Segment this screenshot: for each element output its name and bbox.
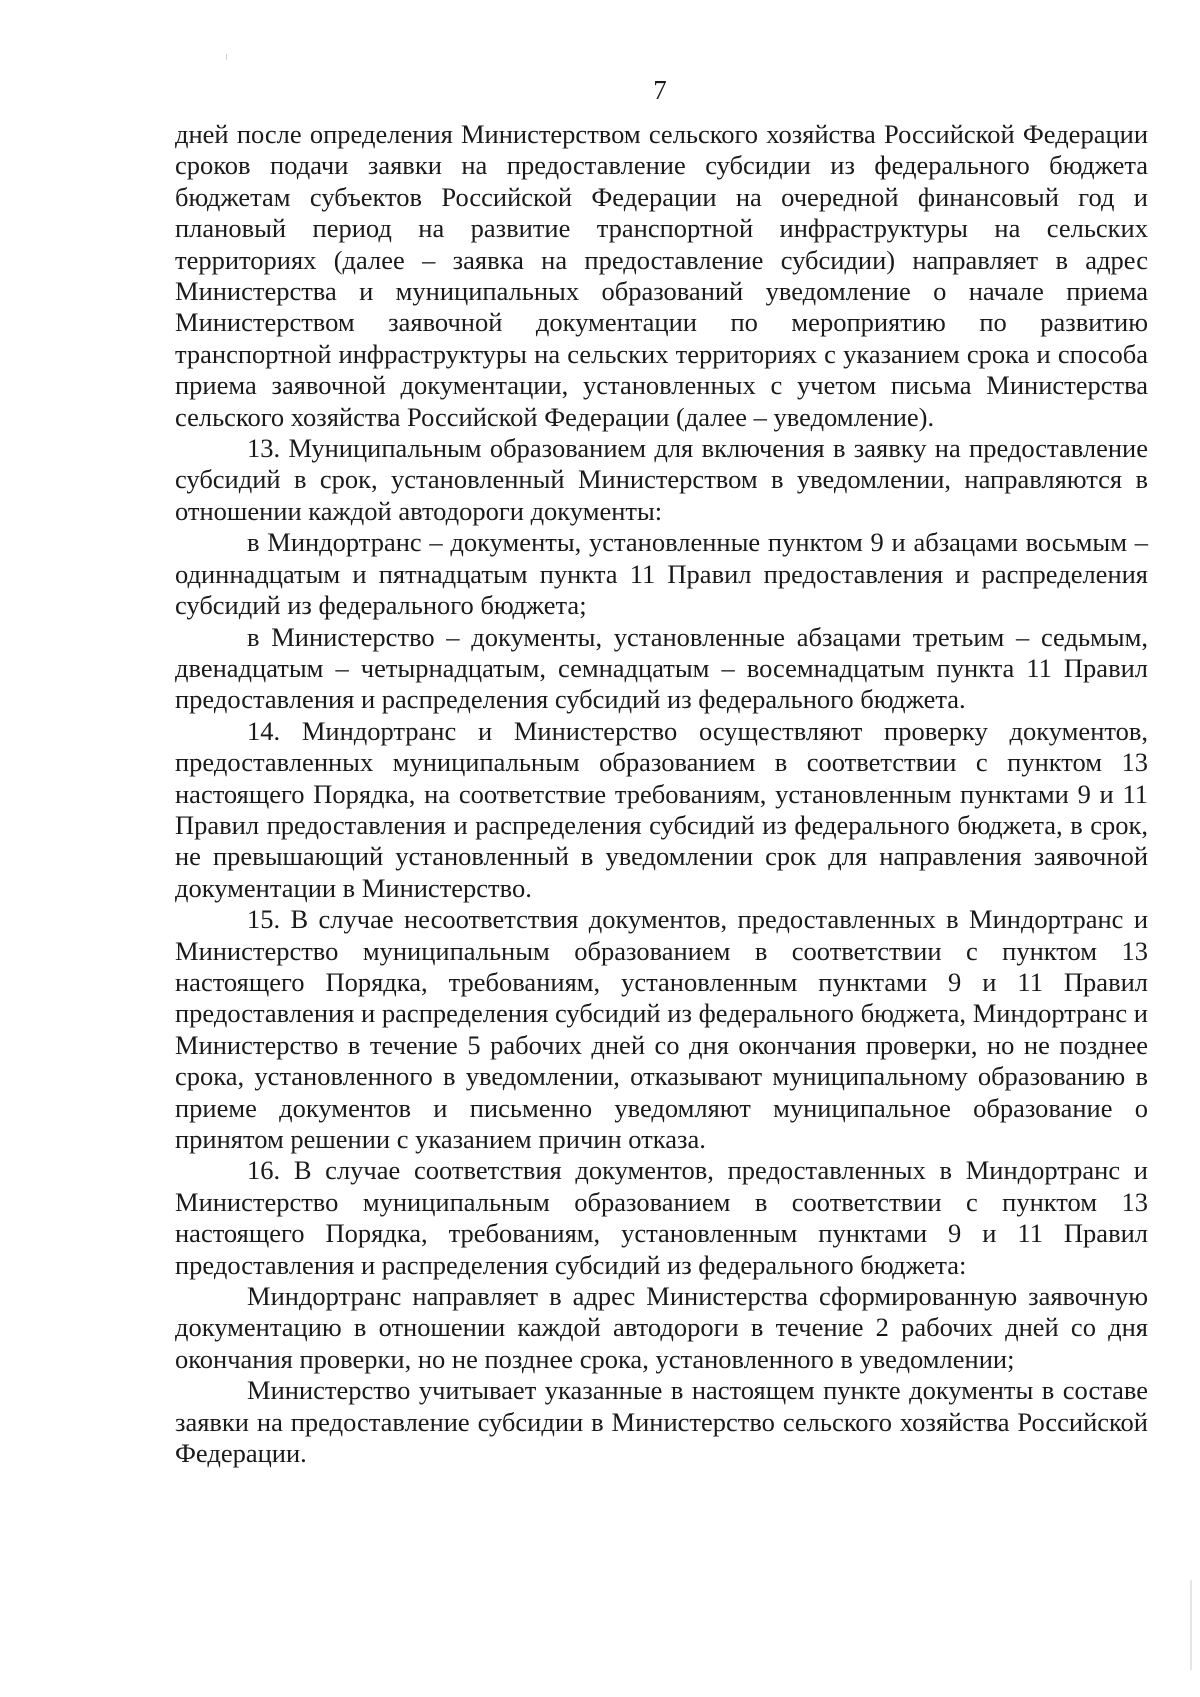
paragraph-14: 14. Миндортранс и Министерство осуществляют проверку документов, предоставленных муниципальным образованием в соответствии с пунктом 13 настоящего Порядка, на соответствие требованиям, установленным пунктами 9 и 11 Правил предоставления и распределения субсидий из федерального бюджета, в срок, не превышающий установленный в уведомлении срок для направления заявочной документации в Министерство. [175,715,1148,903]
scan-artifact [226,54,227,60]
paragraph-13-mindortrans: в Миндортранс – документы, установленные пунктом 9 и абзацами восьмым – одиннадцатым и пятнадцатым пункта 11 Правил предоставления и распределения субсидий из федерального бюджета; [175,527,1148,621]
paragraph-16-mindortrans: Миндортранс направляет в адрес Министерства сформированную заявочную документацию в отношении каждой автодороги в течение 2 рабочих дней со дня окончания проверки, но не позднее срока, установленного в уведомлении; [175,1281,1148,1374]
paragraph-13: 13. Муниципальным образованием для включения в заявку на предоставление субсидий в срок, установленный Министерством в уведомлении, направляются в отношении каждой автодороги документы: [175,433,1148,526]
paragraph-16: 16. В случае соответствия документов, предоставленных в Миндортранс и Министерство муниципальным образованием в соответствии с пунктом 13 настоящего Порядка, требованиям, установленным пунктами 9 и 11 Правил предоставления и распределения субсидий из федерального бюджета: [175,1155,1148,1280]
scan-artifact [1190,1580,1192,1670]
page-number: 7 [653,75,667,105]
paragraph-15: 15. В случае несоответствия документов, предоставленных в Миндортранс и Министерство муниципальным образованием в соответствии с пунктом 13 настоящего Порядка, требованиям, установленным пунктами 9 и 11 Правил предоставления и распределения субсидий из федерального бюджета, Миндортранс и Министерство в течение 5 рабочих дней со дня окончания проверки, но не позднее срока, установленного в уведомлении, отказывают муниципальному образованию в приеме документов и письменно уведомляют муниципальное образование о принятом решении с указанием причин отказа. [175,904,1148,1154]
paragraph-16-ministry: Министерство учитывает указанные в настоящем пункте документы в составе заявки на предоставление субсидии в Министерство сельского хозяйства Российской Федерации. [175,1375,1148,1469]
paragraph-13-ministry: в Министерство – документы, установленные абзацами третьим – седьмым, двенадцатым – четырнадцатым, семнадцатым – восемнадцатым пункта 11 Правил предоставления и распределения субсидий из федерального бюджета. [175,621,1148,715]
paragraph-continuation: дней после определения Министерством сельского хозяйства Российской Федерации сроков подачи заявки на предоставление субсидии из федерального бюджета бюджетам субъектов Российской Федерации на очередной финансовый год и плановый период на развитие транспортной инфраструктуры на сельских территориях (далее – заявка на предоставление субсидии) направляет в адрес Министерства и муниципальных образований уведомление о начале приема Министерством заявочной документации по мероприятию по развитию транспортной инфраструктуры на сельских территориях с указанием срока и способа приема заявочной документации, установленных с учетом письма Министерства сельского хозяйства Российской Федерации (далее – уведомление). [175,119,1148,432]
document-body [175,119,1148,1469]
